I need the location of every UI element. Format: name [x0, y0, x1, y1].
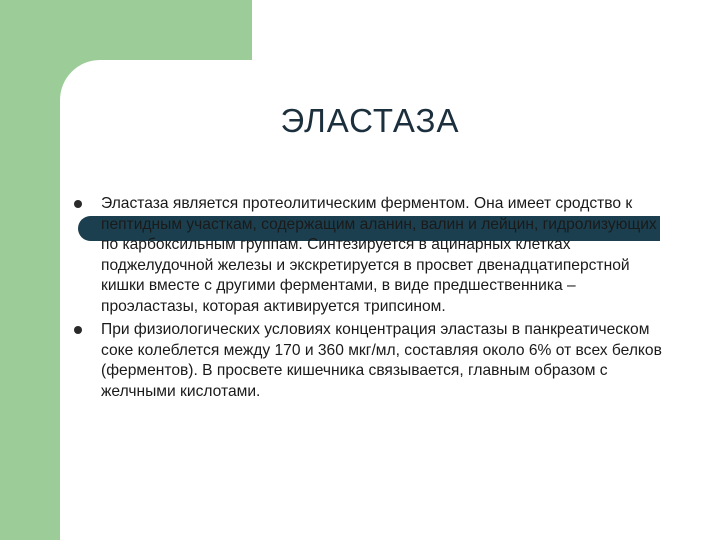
- bullet-item: [70, 194, 670, 317]
- bullet-text: При физиологических условиях концентрация эластазы в панкреатическом соке колеблется между 170 и 360 мкг/мл, составляя около 6% от всех белков (ферментов). В просвете кишечника связывается, главным образом с желчными кислотами.: [101, 321, 662, 400]
- bullet-dot-icon: [74, 200, 82, 208]
- slide-title: ЭЛАСТАЗА: [280, 102, 460, 139]
- bullet-dot-icon: [74, 326, 82, 334]
- bullet-text: Эластаза является протеолитическим ферментом. Она имеет сродство к пептидным участкам, содержащим аланин, валин и лейцин, гидролизующих по карбоксильным группам. Синтезируется в ацинарных клетках поджелудочной железы и экскретируется в просвет двенадцатиперстной кишки вместе с другими ферментами, в виде предшественника – проэластазы, которая активируется трипсином.: [101, 195, 657, 315]
- bullet-list: [70, 194, 670, 402]
- bullet-item: [70, 320, 670, 402]
